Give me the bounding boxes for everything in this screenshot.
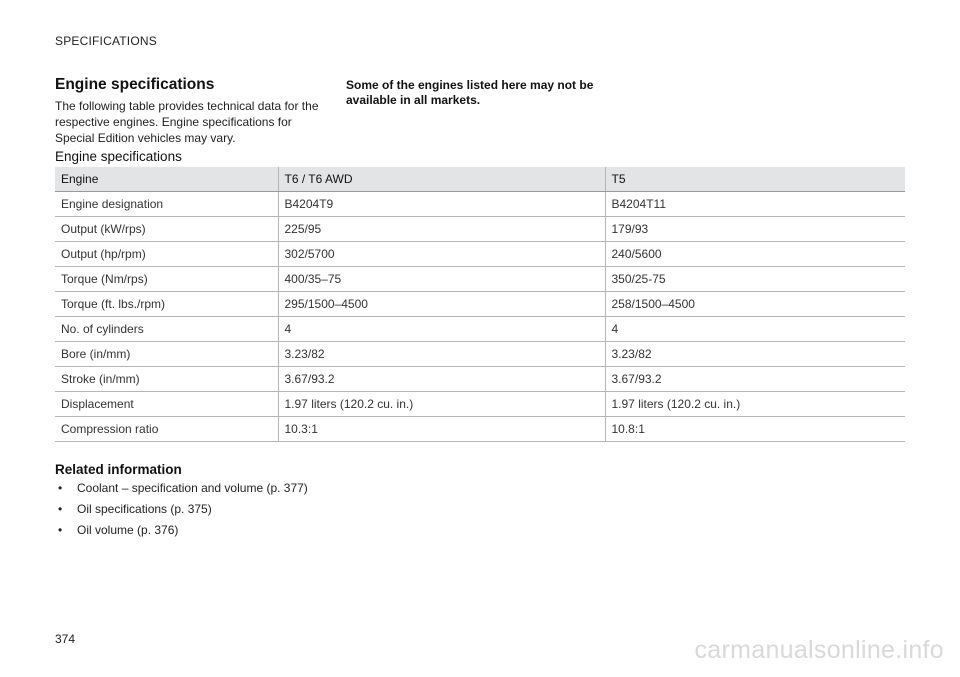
related-link-oil-specifications[interactable] — [55, 502, 308, 523]
related-list — [55, 481, 308, 544]
table-cell: 4 — [278, 317, 605, 342]
page-number: 374 — [55, 632, 76, 646]
table-cell: No. of cylinders — [55, 317, 278, 342]
table-cell: Compression ratio — [55, 417, 278, 442]
table-row — [55, 367, 905, 392]
watermark: carmanualsonline.info — [694, 636, 944, 664]
related-information — [55, 462, 308, 544]
table-cell: 225/95 — [278, 217, 605, 242]
table-cell: 10.8:1 — [605, 417, 905, 442]
table-cell: Bore (in/mm) — [55, 342, 278, 367]
table-row — [55, 242, 905, 267]
table-cell: Displacement — [55, 392, 278, 417]
section-title: Engine specifications — [55, 76, 215, 93]
table-cell: 3.23/82 — [605, 342, 905, 367]
related-link-label: Coolant – specification and volume (p. 377) — [77, 481, 308, 495]
table-cell: Torque (Nm/rps) — [55, 267, 278, 292]
table-row — [55, 342, 905, 367]
table-cell: 350/25-75 — [605, 267, 905, 292]
table-cell: Output (kW/rps) — [55, 217, 278, 242]
table-cell: 4 — [605, 317, 905, 342]
market-note: Some of the engines listed here may not be available in all markets. — [346, 78, 594, 107]
running-header: SPECIFICATIONS — [55, 34, 157, 48]
table-cell: 10.3:1 — [278, 417, 605, 442]
table-cell: 1.97 liters (120.2 cu. in.) — [278, 392, 605, 417]
table-cell: 3.67/93.2 — [278, 367, 605, 392]
table-cell: B4204T11 — [605, 192, 905, 217]
table-cell: 295/1500–4500 — [278, 292, 605, 317]
table-cell: 302/5700 — [278, 242, 605, 267]
table-row — [55, 317, 905, 342]
table-row — [55, 267, 905, 292]
related-link-coolant[interactable] — [55, 481, 308, 502]
intro-section — [55, 76, 327, 146]
table-row — [55, 192, 905, 217]
related-title: Related information — [55, 462, 182, 477]
column-header-engine: Engine — [55, 167, 278, 192]
table-row — [55, 392, 905, 417]
intro-paragraph: The following table provides technical data for the respective engines. Engine specifications for Special Edition vehicles may vary. — [55, 99, 319, 145]
table-row — [55, 417, 905, 442]
table-cell: 1.97 liters (120.2 cu. in.) — [605, 392, 905, 417]
engine-spec-table — [55, 167, 905, 442]
table-cell: 3.67/93.2 — [605, 367, 905, 392]
related-link-label: Oil specifications (p. 375) — [77, 502, 212, 516]
table-cell: 179/93 — [605, 217, 905, 242]
table-cell: 258/1500–4500 — [605, 292, 905, 317]
table-row — [55, 217, 905, 242]
table-cell: Stroke (in/mm) — [55, 367, 278, 392]
related-link-oil-volume[interactable] — [55, 523, 308, 544]
table-cell: 3.23/82 — [278, 342, 605, 367]
table-row — [55, 292, 905, 317]
bullet-icon: • — [58, 481, 63, 495]
column-header-t6: T6 / T6 AWD — [278, 167, 605, 192]
table-cell: B4204T9 — [278, 192, 605, 217]
table-cell: Output (hp/rpm) — [55, 242, 278, 267]
table-cell: 400/35–75 — [278, 267, 605, 292]
table-cell: Engine designation — [55, 192, 278, 217]
table-header-row — [55, 167, 905, 192]
bullet-icon: • — [58, 523, 63, 537]
bullet-icon: • — [58, 502, 63, 516]
table-caption: Engine specifications — [55, 149, 182, 164]
table-cell: 240/5600 — [605, 242, 905, 267]
table-cell: Torque (ft. lbs./rpm) — [55, 292, 278, 317]
related-link-label: Oil volume (p. 376) — [77, 523, 179, 537]
column-header-t5: T5 — [605, 167, 905, 192]
